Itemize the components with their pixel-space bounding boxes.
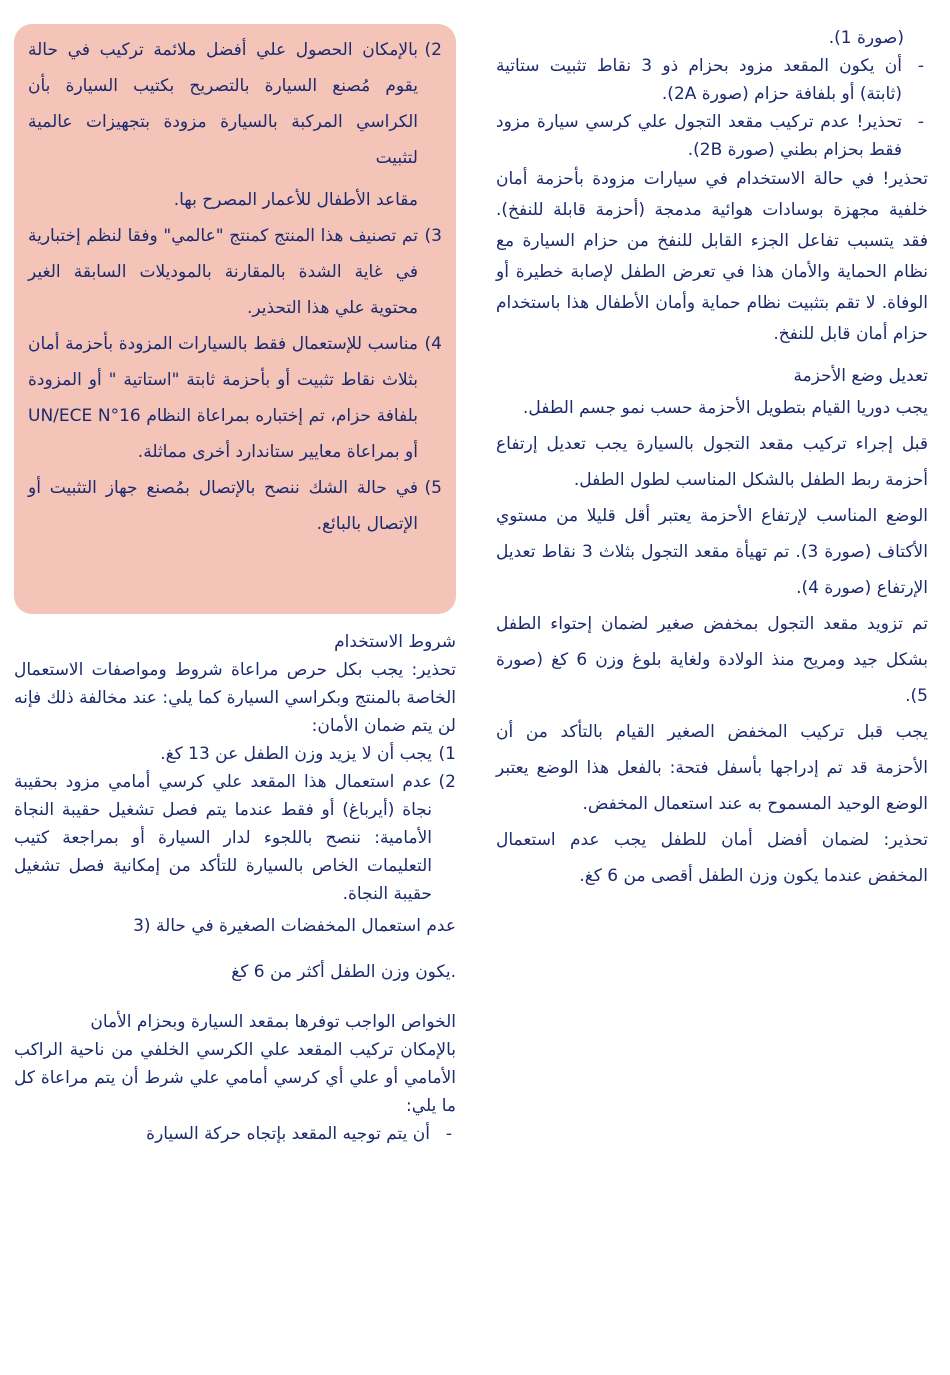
belt-adjustment-heading: تعديل وضع الأحزمة [793,366,928,386]
list-item [14,768,456,908]
left-column [14,24,456,1148]
features-paragraph: بالإمكان تركيب المقعد علي الكرسي الخلفي من ناحية الراكب الأمامي أو علي أي كرسي أمامي علي شرط أن يتم مراعاة كل ما يلي: [14,1040,456,1116]
item-number: 4) [424,334,442,354]
list-item [28,32,442,218]
item-text: يجب أن لا يزيد وزن الطفل عن 13 كغ. [160,744,432,764]
airbag-belt-warning: تحذير! في حالة الاستخدام في سيارات مزودة بأحزمة أمان خلفية مجهزة بوسادات هوائية مدمجة (أحزمة قابلة للنفخ). فقد يتسبب تفاعل الجزء القابل للنفخ من حزام السيارة مع نظام الحماية والأمان هذا في تعرض الطفل لإصابة خطيرة أو الوفاة. لا تقم بتثبيت نظام حماية وأمان الأطفال هذا باستخدام حزام أمان قابل للنفخ. [496,169,928,344]
paragraph: تم تزويد مقعد التجول بمخفض صغير لضمان إحتواء الطفل بشكل جيد ومريح منذ الولادة ولغاية بلوغ وزن 6 كغ (صورة 5). [496,614,928,706]
item-number: 3) [424,226,442,246]
condition-3-line: .يكون وزن الطفل أكثر من 6 كغ [231,962,456,982]
dash-marker: - [445,1124,452,1144]
list-item [14,740,456,768]
list-item [14,1120,456,1148]
item-number: 2) [424,40,442,60]
bullet-three-point-belt: أن يكون المقعد مزود بحزام ذو 3 نقاط تثبيت ستاتية (ثابتة) أو بلفافة حزام (صورة 2A). [496,56,902,104]
figure-1-reference: (صورة 1). [828,28,904,48]
paragraph: الوضع المناسب لإرتفاع الأحزمة يعتبر أقل قليلا من مستوي الأكتاف (صورة 3). تم تهيأة مقعد التجول بثلاث 3 نقاط تعديل الإرتفاع (صورة 4). [496,506,928,598]
car-seat-features-heading: الخواص الواجب توفرها بمقعد السيارة وبحزام الأمان [90,1012,456,1032]
item-text: مناسب للإستعمال فقط بالسيارات المزودة بأحزمة أمان بثلاث نقاط تثبيت أو بأحزمة ثابتة "استاتية " أو المزودة بلفافة حزام، تم إختباره بمراعاة النظام UN/ECE N°16 أو بمراعاة معايير ستاندارد أخرى مماثلة. [28,334,418,462]
item-text: تم تصنيف هذا المنتج كمنتج "عالمي" وفقا لنظم إختبارية في غاية الشدة بالمقارنة بالموديلات السابقة الغير محتوية علي هذا التحذير. [28,226,418,318]
reducer-warning: تحذير: لضمان أفضل أمان للطفل يجب عدم استعمال المخفض عندما يكون وزن الطفل أقصى من 6 كغ. [496,830,928,886]
list-item [496,108,928,164]
usage-warning: تحذير: يجب بكل حرص مراعاة شروط ومواصفات الاستعمال الخاصة بالمنتج وبكراسي السيارة كما يلي: عند مخالفة ذلك فإنه لن يتم ضمان الأمان: [14,660,456,736]
condition-3-line: عدم استعمال المخفضات الصغيرة في حالة (3 [133,916,456,936]
dash-marker: - [917,112,924,132]
highlight-box [14,24,456,614]
list-item [28,326,442,470]
item-number: 2) [438,772,456,792]
item-number: 5) [424,478,442,498]
paragraph: يجب دوريا القيام بتطويل الأحزمة حسب نمو جسم الطفل. [522,398,928,418]
paragraph: يجب قبل تركيب المخفض الصغير القيام بالتأكد من أن الأحزمة قد تم إدراجها بأسفل فتحة: بالفعل هذا الوضع يعتبر الوضع الوحيد المسموح به عند استعمال المخفض. [496,722,928,814]
item-number: 1) [438,744,456,764]
dash-marker: - [917,56,924,76]
item-text: عدم استعمال هذا المقعد علي كرسي أمامي مزود بحقيبة نجاة (أيرباغ) أو فقط عندما يتم فصل تشغيل حقيبة النجاة الأمامية: ننصح باللجوء لدار السيارة أو بمراجعة كتيب التعليمات الخاص بالسيارة للتأكد من إمكانية فصل تشغيل حقيبة النجاة. [14,772,432,904]
bullet-lap-belt-warning: تحذير! عدم تركيب مقعد التجول علي كرسي سيارة مزود فقط بحزام بطني (صورة 2B). [496,112,902,160]
bullet-direction: أن يتم توجيه المقعد بإتجاه حركة السيارة [146,1124,430,1144]
right-column [496,24,928,894]
item-text: بالإمكان الحصول علي أفضل ملائمة تركيب في حالة يقوم مُصنع السيارة بالتصريح بكتيب السيارة بأن الكراسي المركبة بالسيارة مزودة بتجهيزات عالمية لتثبيت [28,40,418,168]
list-item [28,470,442,542]
usage-conditions-heading: شروط الاستخدام [334,632,456,652]
list-item [496,52,928,108]
paragraph: قبل إجراء تركيب مقعد التجول بالسيارة يجب تعديل إرتفاع أحزمة ربط الطفل بالشكل المناسب لطول الطفل. [496,434,928,490]
item-text-continued: مقاعد الأطفال للأعمار المصرح بها. [173,190,418,210]
item-text: في حالة الشك ننصح بالإتصال بمُصنع جهاز التثبيت أو الإتصال بالبائع. [28,478,418,534]
list-item [28,218,442,326]
